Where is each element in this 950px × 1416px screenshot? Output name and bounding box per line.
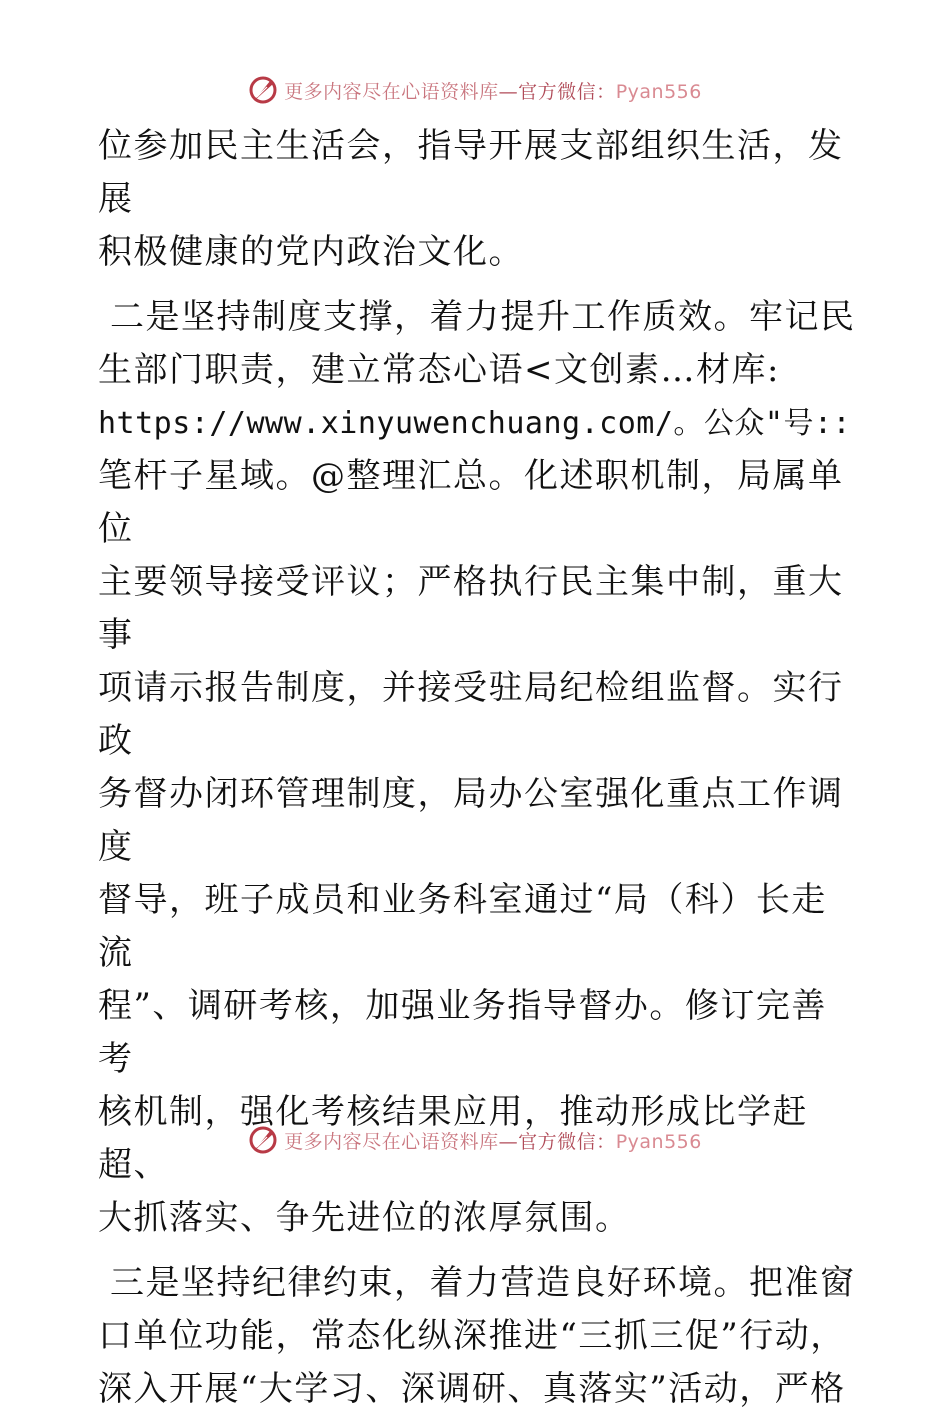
text-line: 位参加民主生活会，指导开展支部组织生活，发展 [98,126,844,219]
text-line: 核机制，强化考核结果应用，推动形成比学赶超、 [98,1092,808,1185]
text-line: 督导，班子成员和业务科室通过“局（科）长走流 [98,880,827,973]
text-line: 深入开展“大学习、深调研、真落实”活动，严格 [98,1369,846,1409]
paragraph [98,120,858,279]
text-line: 二是坚持制度支撑，着力提升工作质效。牢记民 [110,297,856,337]
text-line: 积极健康的党内政治文化。 [98,232,524,272]
document-body [98,120,858,1416]
paragraph [98,1257,858,1416]
text-line: 主要领导接受评议；严格执行民主集中制，重大事 [98,562,844,655]
paragraph [98,291,858,1245]
quill-logo-icon [248,1125,278,1155]
text-line: 三是坚持纪律约束，着力营造良好环境。把准窗 [110,1263,856,1303]
quill-logo-icon [248,75,278,105]
footer-banner-text: 更多内容尽在心语资料库—官方微信：Pyan556 [284,1130,702,1153]
header-banner-text: 更多内容尽在心语资料库—官方微信：Pyan556 [284,80,702,103]
text-line: 笔杆子星域。@整理汇总。化述职机制，局属单位 [98,456,844,549]
text-line: 生部门职责，建立常态心语<文创素…材库: [98,350,780,390]
url-line: https://www.xinyuwenchuang.com/。公众"号:: [98,406,852,441]
text-line: 项请示报告制度，并接受驻局纪检组监督。实行政 [98,668,844,761]
text-line: 务督办闭环管理制度，局办公室强化重点工作调度 [98,774,844,867]
footer-banner[interactable] [0,1120,950,1160]
text-line: 大抓落实、争先进位的浓厚氛围。 [98,1198,631,1238]
header-banner[interactable] [0,70,950,110]
text-line: 口单位功能，常态化纵深推进“三抓三促”行动， [98,1316,846,1356]
text-line: 程”、调研考核，加强业务指导督办。修订完善考 [98,986,827,1079]
